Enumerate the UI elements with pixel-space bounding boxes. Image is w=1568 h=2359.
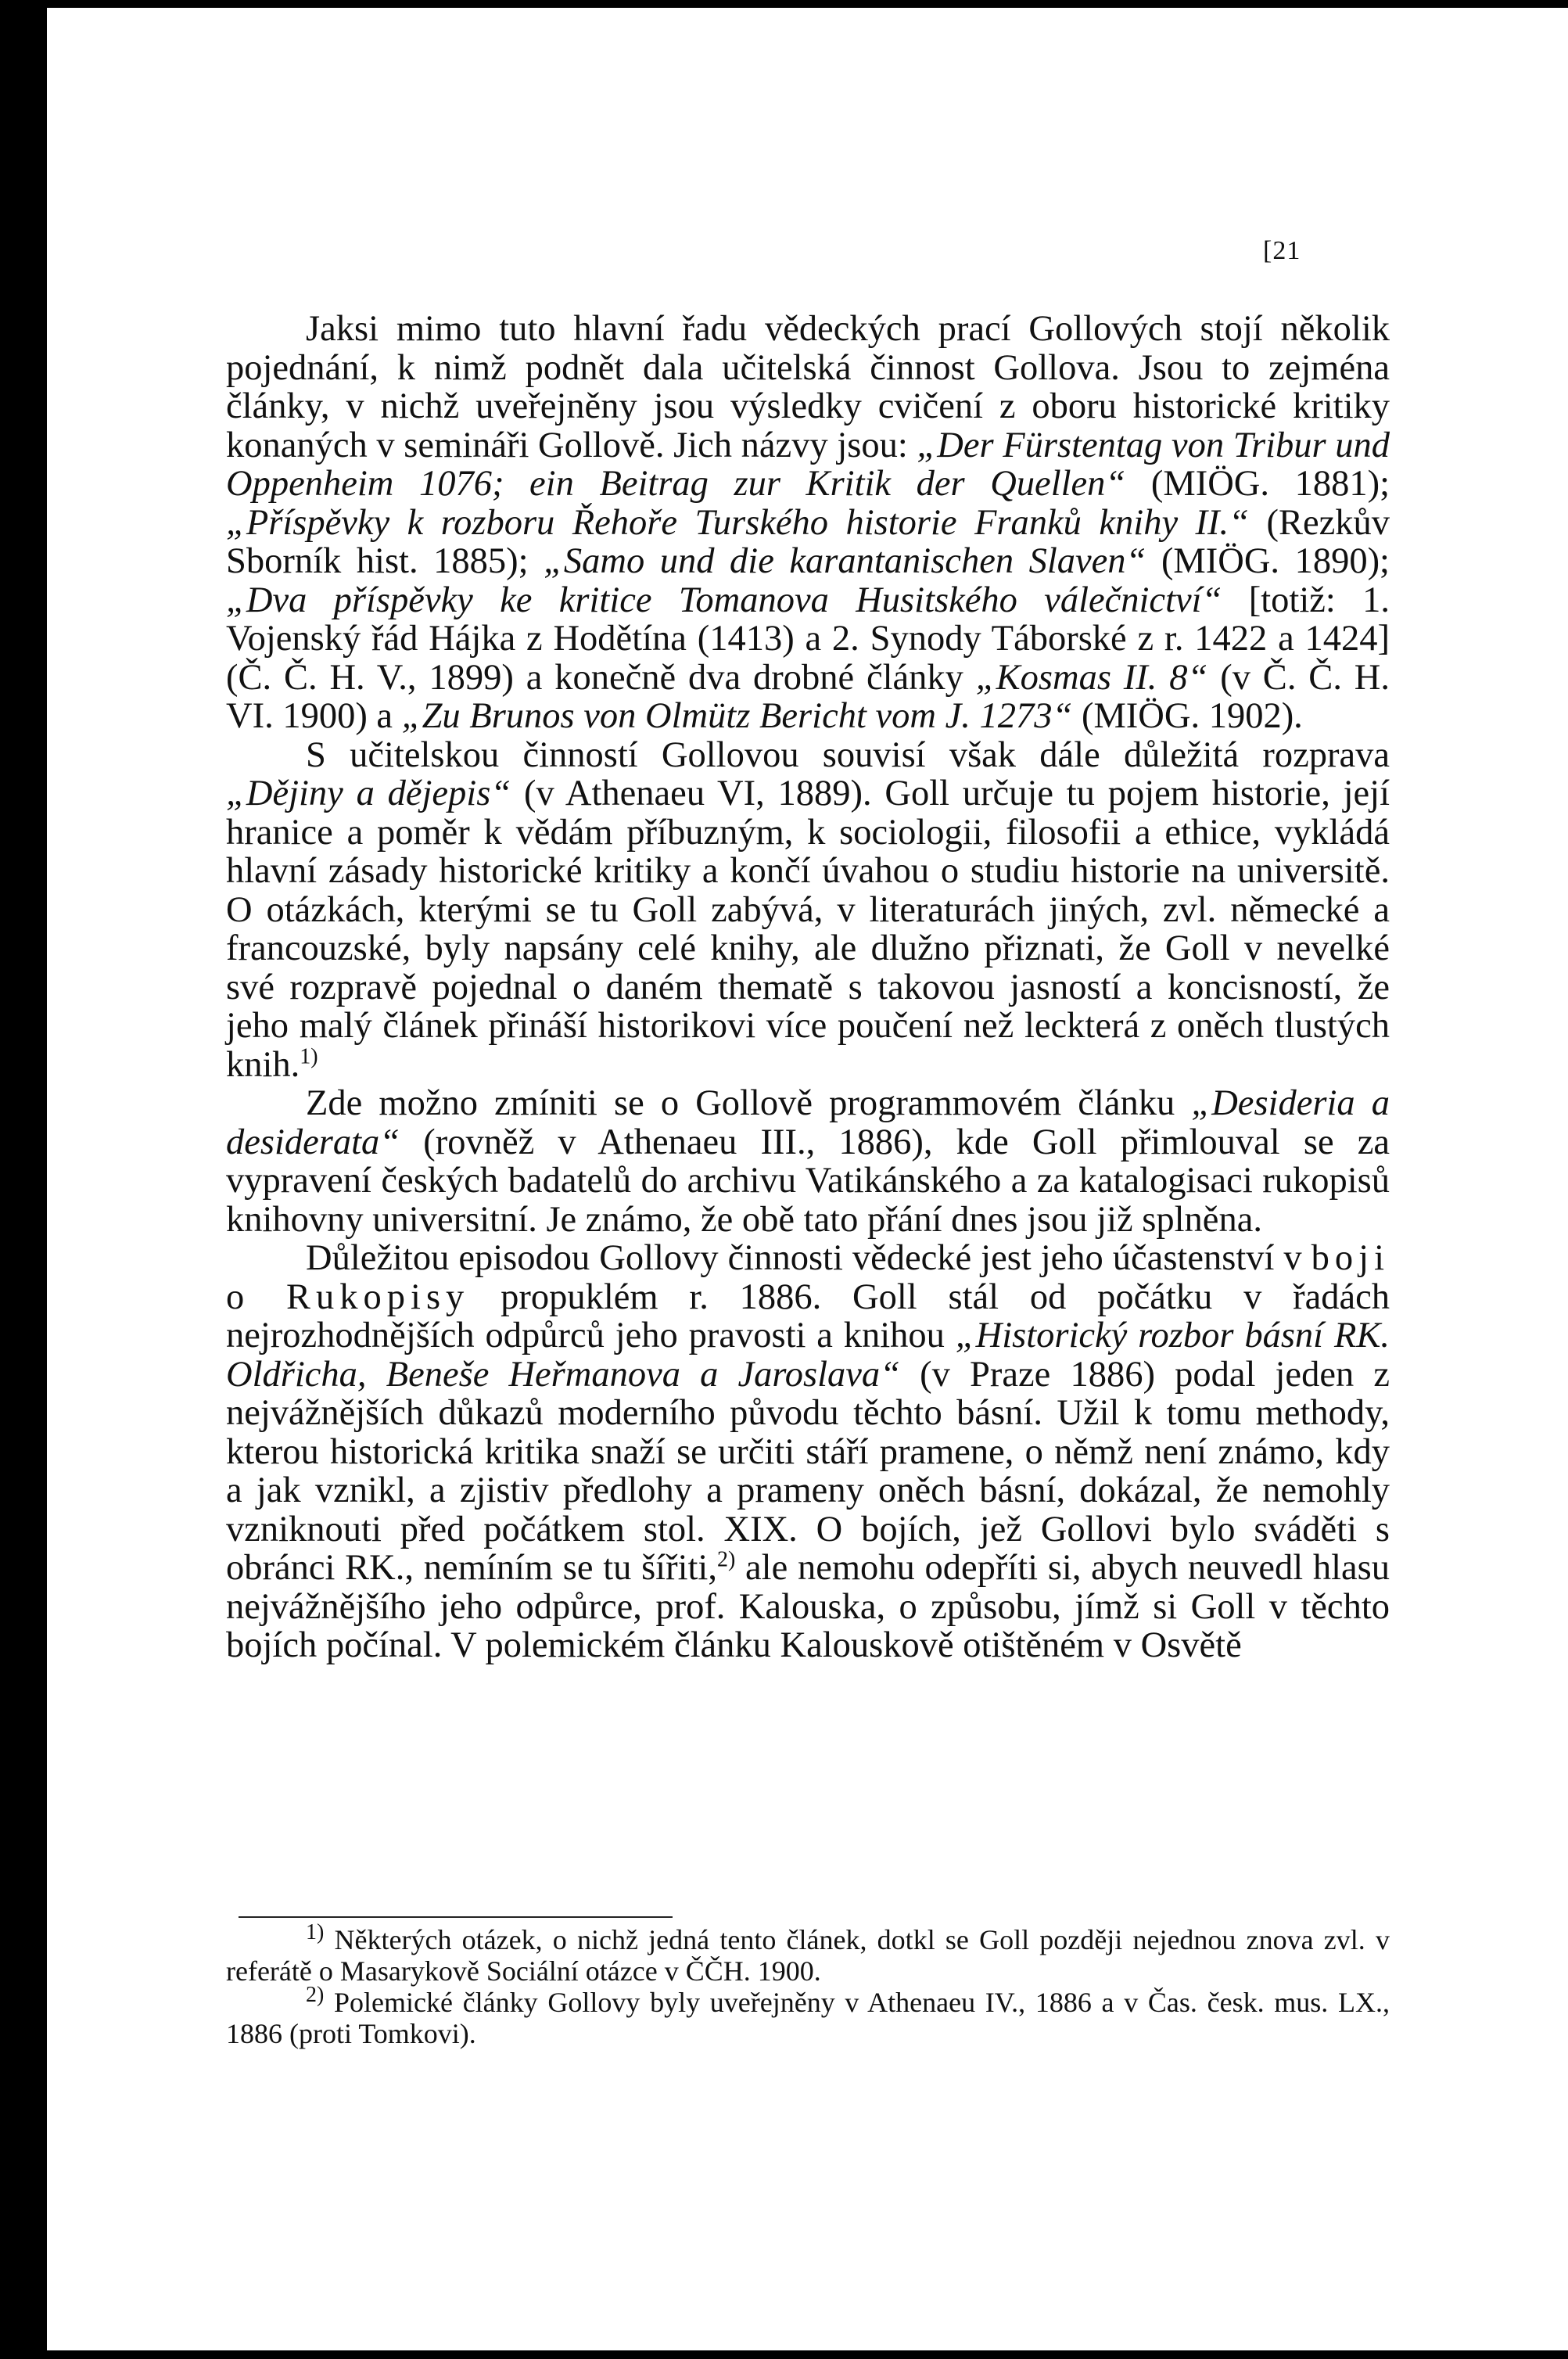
work-title: „Samo und die karantanischen Slaven“: [544, 541, 1146, 581]
paragraph-text: Důležitou episodou Gollovy činnosti vědecké jest jeho účastenství v: [306, 1238, 1311, 1278]
footnote-2: [226, 1983, 1390, 2049]
main-text: [226, 310, 1390, 1665]
paragraph-text: propuklém r. 1886. Goll stál od počátku v řadách nejrozhodnějších odpůrců jeho pravosti a knihou: [226, 1276, 1390, 1355]
footnote-divider: [239, 1916, 673, 1918]
work-title: „Kosmas II. 8“: [975, 657, 1208, 698]
paragraph-1: [226, 310, 1390, 736]
work-title: „Dva příspěvky ke kritice Tomanova Husitského válečnictví“: [226, 580, 1222, 620]
work-title: „Příspěvky k rozboru Řehoře Turského historie Franků knihy II.“: [226, 502, 1250, 543]
paragraph-text: (MIÖG. 1902).: [1072, 696, 1303, 736]
book-page: [47, 8, 1568, 2350]
paragraph-4: [226, 1239, 1390, 1665]
paragraph-text: (rovněž v Athenaeu III., 1886), kde Goll přimlouval se za vypravení českých badatelů do archivu Vatikánského a za katalogisaci rukopisů knihovny universitní. Je známo, že obě tato přání dnes jsou již splněna.: [226, 1122, 1390, 1240]
work-title: „Dějiny a dějepis“: [226, 774, 511, 813]
work-title: „Desideria a desiderata“: [226, 1083, 1390, 1162]
paragraph-text: (v Athenaeu VI, 1889). Goll určuje tu pojem historie, její hranice a poměr k vědám příbuzným, k sociologii, filosofii a ethice, vykládá hlavní zásady historické kritiky a končí úvahou o studiu historie na universitě. O otázkách, kterými se tu Goll zabývá, v literaturách jiných, zvl. německé a francouzské, byly napsány celé knihy, ale dlužno přiznati, že Goll v nevelké své rozpravě pojednal o daném thematě s takovou jasností a koncisností, že jeho malý článek přináší historikovi více poučení než leckterá z oněch tlustých knih.: [226, 774, 1390, 1085]
footnote-mark: 2): [306, 1983, 325, 2007]
paragraph-text: Zde možno zmíniti se o Gollově programmovém článku: [306, 1083, 1192, 1123]
footnote-text: Polemické články Gollovy byly uveřejněny v Athenaeu IV., 1886 a v Čas. česk. mus. LX., 1886 (proti Tomkovi).: [226, 1987, 1390, 2049]
work-title: „Historický rozbor básní RK. Oldřicha, Beneše Heřmanova a Jaroslava“: [226, 1316, 1390, 1395]
paragraph-2: [226, 736, 1390, 1085]
work-title: „Zu Brunos von Olmütz Bericht vom J. 1273“: [401, 696, 1073, 736]
footnote-text: Některých otázek, o nichž jedná tento článek, dotkl se Goll později nejednou znova zvl. v referátě o Masarykově Sociální otázce v ČČH. 1900.: [226, 1924, 1390, 1987]
footnotes: [226, 1920, 1390, 2049]
footnote-ref[interactable]: 1): [300, 1044, 318, 1068]
paragraph-text: (MIÖG. 1890);: [1146, 541, 1390, 581]
page-number: [21: [1263, 236, 1301, 265]
paragraph-text: [totiž: 1. Vojenský řád Hájka z Hodětína (1413) a 2. Synody Táborské z r. 1422 a 1424] (Č. Č. H. V., 1899) a konečně dva drobné články: [226, 580, 1390, 698]
work-title: „Der Fürstentag von Tribur und Oppenheim 1076; ein Beitrag zur Kritik der Quellen“: [226, 425, 1390, 504]
footnote-ref[interactable]: 2): [716, 1547, 736, 1572]
paragraph-text: S učitelskou činností Gollovou souvisí však dále důležitá rozprava: [306, 734, 1390, 775]
paragraph-text: Jaksi mimo tuto hlavní řadu vědeckých prací Gollových stojí několik pojednání, k nimž podnět dala učitelská činnost Gollova. Jsou to zejména články, v nichž uveřejněny jsou výsledky cvičení z oboru historické kritiky konaných v semináři Gollově. Jich názvy jsou:: [226, 309, 1390, 465]
paragraph-text: (Rezkův Sborník hist. 1885);: [226, 502, 1390, 581]
footnote-mark: 1): [306, 1920, 325, 1944]
paragraph-text: (v Č. Č. H. VI. 1900) a: [226, 657, 1390, 736]
paragraph-text: (MIÖG. 1881);: [1125, 464, 1390, 504]
paragraph-3: [226, 1084, 1390, 1239]
paragraph-text: ale nemohu odepříti si, abych neuvedl hlasu nejvážnějšího jeho odpůrce, prof. Kalouska, o způsobu, jímž si Goll v těchto bojích počínal. V polemickém článku Kalouskově otištěném v Osvětě: [226, 1548, 1390, 1665]
emphasized-text: boji o Rukopisy: [226, 1238, 1390, 1317]
footnote-1: [226, 1920, 1390, 1987]
paragraph-text: (v Praze 1886) podal jeden z nejvážnějších důkazů moderního původu těchto básní. Užil k tomu methody, kterou historická kritika snaží se určiti stáří pramene, o němž není známo, kdy a jak vznikl, a zjistiv předlohy a prameny oněch básní, dokázal, že nemohly vzniknouti před počátkem stol. XIX. O bojích, jež Gollovi bylo sváděti s obránci RK., nemíním se tu šířiti,: [226, 1354, 1390, 1588]
